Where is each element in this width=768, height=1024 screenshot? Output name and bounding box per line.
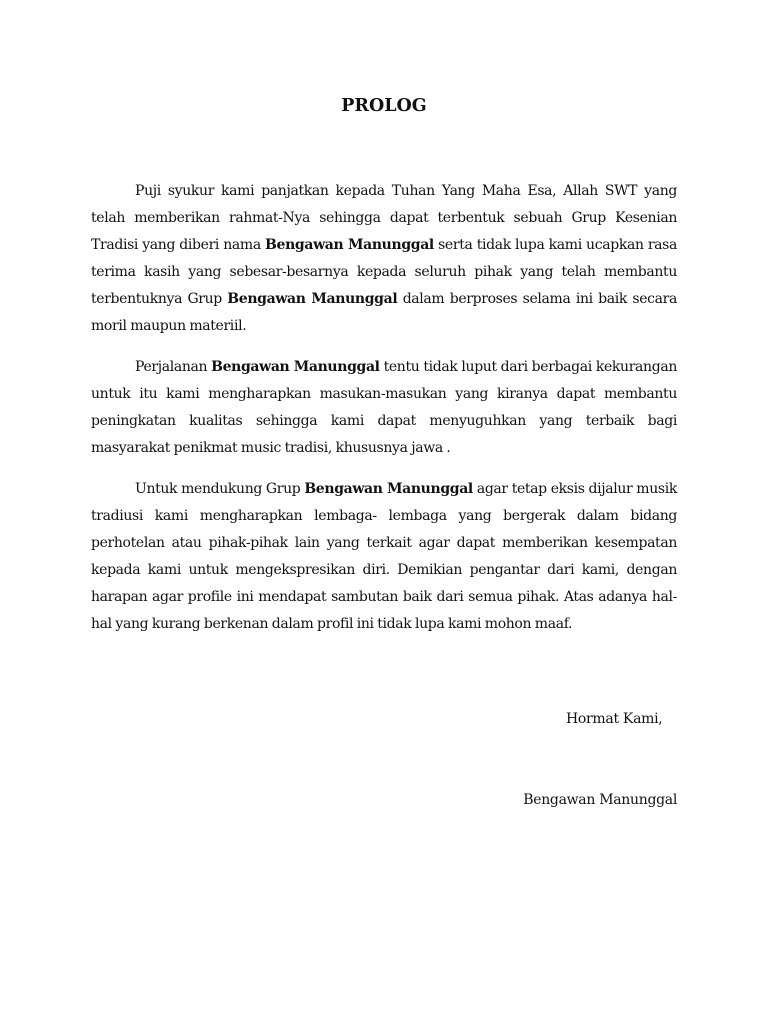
paragraph-text: agar tetap eksis dijalur musik tradiusi kami mengharapkan lembaga- lembaga yang bergerak dalam bidang perhotelan atau pihak-pihak lain yang terkait agar dapat memberikan kesempatan kepada kami untuk mengekspresikan diri. Demikian pengantar dari kami, dengan harapan agar profile ini mendapat sambutan baik dari semua pihak. Atas adanya hal-hal yang kurang berkenan dalam profil ini tidak lupa kami mohon maaf.: [91, 481, 677, 632]
document-body: [91, 178, 677, 652]
bold-group-name: Bengawan Manunggal: [265, 237, 434, 253]
paragraph-text: Puji syukur kami panjatkan kepada Tuhan Yang Maha Esa, Allah SWT yang telah memberikan rahmat-Nya sehingga dapat terbentuk sebuah Grup Kesenian Tradisi yang diberi nama: [91, 183, 677, 253]
paragraph-text: Untuk mendukung Grup: [135, 481, 305, 497]
bold-group-name: Bengawan Manunggal: [211, 359, 380, 375]
closing-salutation: Hormat Kami,: [566, 711, 663, 727]
signature-name: Bengawan Manunggal: [523, 792, 677, 808]
paragraph-1: [91, 178, 677, 340]
paragraph-text: Perjalanan: [135, 359, 212, 375]
paragraph-text: dalam berproses selama ini baik secara moril maupun materiil.: [91, 291, 677, 334]
paragraph-text: serta tidak lupa kami ucapkan rasa terima kasih yang sebesar-besarnya kepada seluruh pihak yang telah membantu terbentuknya Grup: [91, 237, 677, 307]
bold-group-name: Bengawan Manunggal: [304, 481, 473, 497]
bold-group-name: Bengawan Manunggal: [227, 291, 398, 307]
paragraph-text: tentu tidak luput dari berbagai kekurangan untuk itu kami mengharapkan masukan-masukan yang kiranya dapat membantu peningkatan kualitas sehingga kami dapat menyuguhkan yang terbaik bagi masyarakat penikmat music tradisi, khususnya jawa .: [91, 359, 677, 456]
page-title: PROLOG: [341, 96, 427, 116]
paragraph-3: [91, 476, 677, 638]
paragraph-2: [91, 354, 677, 462]
